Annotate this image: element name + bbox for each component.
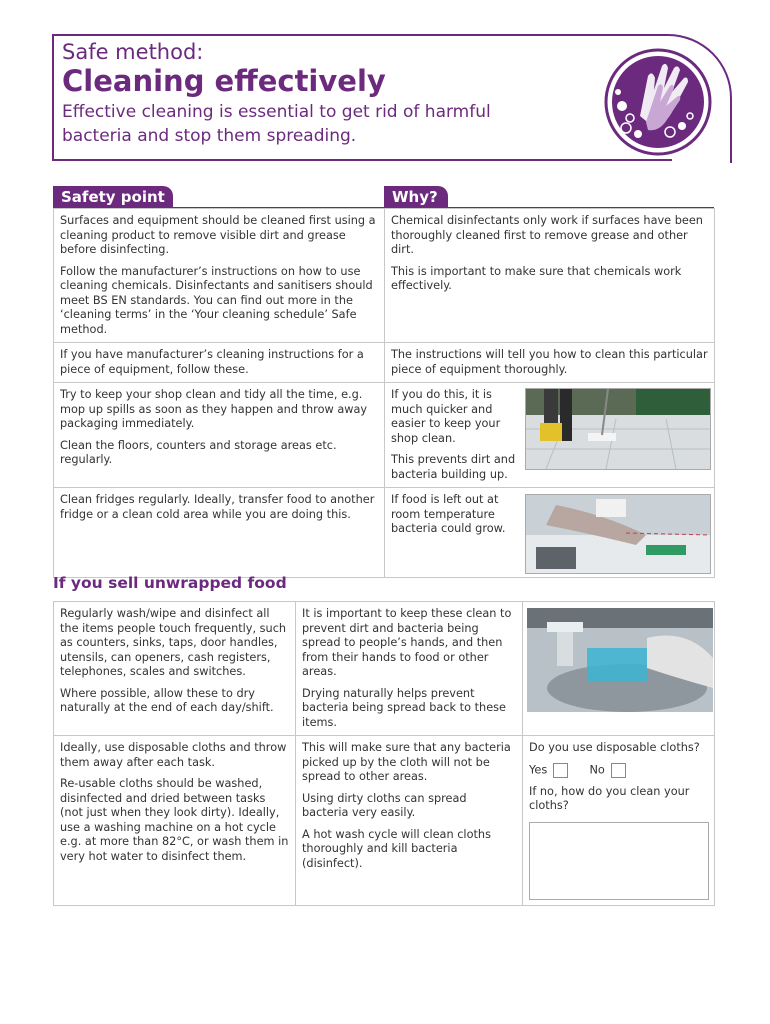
mopping-floor-photo [525,388,711,470]
unwrapped-food-table [53,601,715,906]
safety-point-heading: Safety point [53,186,173,208]
hands-washing-icon [600,46,718,158]
reason-text: Drying naturally helps prevent bacteria being spread back to these items. [302,686,506,729]
table-row [54,602,715,736]
safety-text: If you have manufacturer’s cleaning instructions for a piece of equipment, follow these. [60,348,364,376]
page-subtitle: Effective cleaning is essential to get rid of harmful bacteria and stop them spreading. [62,102,491,146]
page-title: Cleaning effectively [62,64,386,98]
safety-text: Clean fridges regularly. Ideally, transfer food to another fridge or a clean cold area while you are doing this. [60,493,375,521]
practice-cell [54,736,296,906]
why-heading: Why? [384,186,448,208]
table-row [54,736,715,906]
yes-no-options [529,763,708,778]
table-row [54,209,715,343]
unwrapped-food-heading: If you sell unwrapped food [53,574,287,592]
practice-cell [54,602,296,736]
safety-cell [54,343,385,383]
reason-cell [296,736,523,906]
cloth-cleaning-answer-field[interactable] [529,822,709,900]
why-cell [385,383,715,488]
no-label: No [589,763,605,776]
why-cell [385,488,715,578]
header-bottom-border [52,159,672,161]
table-row [54,488,715,578]
safety-text: Try to keep your shop clean and tidy all the time, e.g. mop up spills as soon as they happen and throw away packaging immediately. [60,388,368,430]
safety-text: Follow the manufacturer’s instructions on how to use cleaning chemicals. Disinfectants and sanitisers should meet BS EN standards. You can find out more in the ‘cleaning terms’ in the ‘Your cleaning schedule’ Safe method. [60,264,373,336]
reason-text: It is important to keep these clean to prevent dirt and bacteria being spread to people’s hands, and then from their hands to food or other areas. [302,607,512,678]
reason-text: A hot wash cycle will clean cloths thoroughly and kill bacteria (disinfect). [302,827,491,870]
why-text: The instructions will tell you how to clean this particular piece of equipment thoroughly. [391,348,708,376]
disposable-cloths-question: Do you use disposable cloths? [529,741,700,754]
reason-text: This will make sure that any bacteria picked up by the cloth will not be spread to other areas. [302,741,511,783]
safety-text: Clean the floors, counters and storage areas etc. regularly. [60,438,337,466]
table-row [54,383,715,488]
safety-cell [54,383,385,488]
safety-text: Surfaces and equipment should be cleaned first using a cleaning product to remove visible dirt and grease before disinfecting. [60,214,376,256]
safety-cell [54,488,385,578]
why-text: If food is left out at room temperature bacteria could grow. [391,493,506,535]
yes-checkbox[interactable] [553,763,568,778]
header-left-border [52,34,54,161]
photo-cell [523,602,715,736]
question-cell [523,736,715,906]
why-text: If you do this, it is much quicker and easier to keep your shop clean. [391,388,501,445]
why-text: Chemical disinfectants only work if surfaces have been thoroughly cleaned first to remove grease and other dirt. [391,214,703,256]
practice-text: Regularly wash/wipe and disinfect all the items people touch frequently, such as counters, sinks, taps, door handles, utensils, can openers, cash registers, telephones, scales and switches. [60,607,287,678]
reason-cell [296,602,523,736]
reason-text: Using dirty cloths can spread bacteria very easily. [302,791,467,819]
why-text: This is important to make sure that chemicals work effectively. [391,264,682,292]
table-row [54,343,715,383]
no-checkbox[interactable] [611,763,626,778]
why-text: This prevents dirt and bacteria building up. [391,453,516,481]
practice-text: Re-usable cloths should be washed, disinfected and dried between tasks (not just when they look dirty). Ideally, use a washing machine on a hot cycle e.g. at more than 82°C, or wash them in very hot water to disinfect them. [60,777,289,863]
pre-title: Safe method: [62,40,204,64]
tap-wiping-photo [527,608,713,712]
safety-cell [54,209,385,343]
why-cell [385,343,715,383]
practice-text: Ideally, use disposable cloths and throw them away after each task. [60,741,287,769]
why-cell [385,209,715,343]
safety-table [53,208,715,578]
yes-label: Yes [529,763,548,776]
followup-question: If no, how do you clean your cloths? [529,784,690,812]
fridge-cleaning-photo [525,494,711,574]
practice-text: Where possible, allow these to dry naturally at the end of each day/shift. [60,686,274,714]
